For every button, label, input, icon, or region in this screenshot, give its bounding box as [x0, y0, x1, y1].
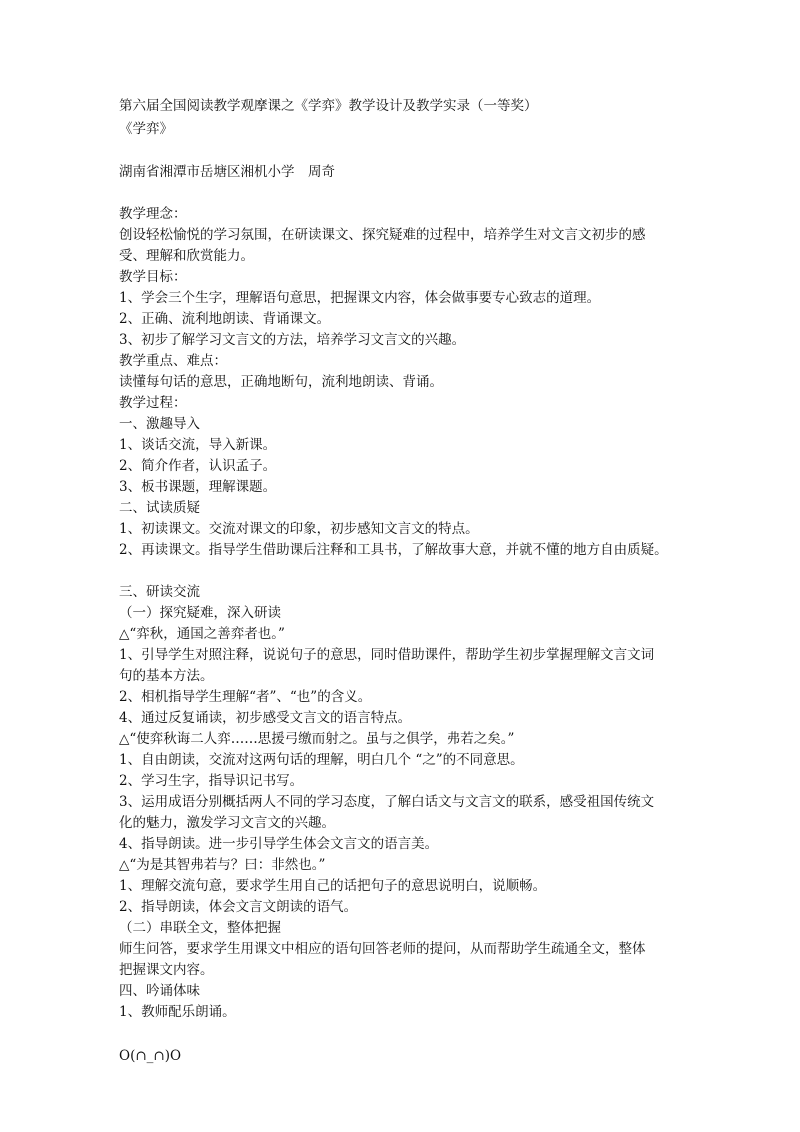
body-line: 1、谈话交流，导入新课。	[119, 437, 277, 453]
section-heading: 教学目标：	[119, 269, 187, 285]
body-line: 1、引导学生对照注释，说说句子的意思，同时借助课件，帮助学生初步掌握理解文言文词	[119, 647, 655, 663]
body-line: 1、初读课文。交流对课文的印象，初步感知文言文的特点。	[119, 521, 479, 537]
body-line: 1、理解交流句意，要求学生用自己的话把句子的意思说明白，说顺畅。	[119, 878, 547, 894]
body-line: 4、指导朗读。进一步引导学生体会文言文的语言美。	[119, 836, 439, 852]
body-line: 2、指导朗读，体会文言文朗读的语气。	[119, 899, 358, 915]
footer-emoticon: O(∩_∩)O	[119, 1048, 182, 1064]
body-line: 句的基本方法。	[119, 668, 214, 684]
section-heading: 教学过程：	[119, 395, 187, 411]
section-heading: 教学重点、难点：	[119, 353, 227, 369]
body-line: 3、初步了解学习文言文的方法，培养学习文言文的兴趣。	[119, 332, 466, 348]
body-line: 2、学习生字，指导识记书写。	[119, 773, 304, 789]
body-line: 2、简介作者，认识孟子。	[119, 458, 277, 474]
body-line: 1、学会三个生字，理解语句意思，把握课文内容，体会做事要专心致志的道理。	[119, 290, 601, 306]
subsection-heading: （一）探究疑难，深入研读	[119, 605, 281, 621]
quote-line: △“使弈秋诲二人弈……思援弓缴而射之。虽与之俱学，弗若之矣。”	[119, 731, 515, 747]
body-line: 1、自由朗读，交流对这两句话的理解，明白几个 “之”的不同意思。	[119, 752, 524, 768]
step-heading: 一、激趣导入	[119, 416, 200, 432]
body-line: 受、理解和欣赏能力。	[119, 248, 254, 264]
subsection-heading: （二）串联全文，整体把握	[119, 920, 281, 936]
quote-line: △“弈秋，通国之善弈者也。”	[119, 626, 285, 642]
body-line: 2、正确、流利地朗读、背诵课文。	[119, 311, 331, 327]
step-heading: 四、吟诵体味	[119, 983, 200, 999]
body-line: 1、教师配乐朗诵。	[119, 1004, 236, 1020]
step-heading: 三、研读交流	[119, 584, 200, 600]
section-heading: 教学理念：	[119, 206, 187, 222]
body-line: 化的魅力，激发学习文言文的兴趣。	[119, 815, 335, 831]
step-heading: 二、试读质疑	[119, 500, 200, 516]
document-subtitle: 《学弈》	[119, 121, 173, 137]
author-line: 湖南省湘潭市岳塘区湘机小学 周奇	[119, 164, 335, 180]
body-line: 3、运用成语分别概括两人不同的学习态度，了解白话文与文言文的联系，感受祖国传统文	[119, 794, 655, 810]
body-line: 创设轻松愉悦的学习氛围，在研读课文、探究疑难的过程中，培养学生对文言文初步的感	[119, 227, 646, 243]
body-line: 2、再读课文。指导学生借助课后注释和工具书，了解故事大意，并就不懂的地方自由质疑。	[119, 542, 668, 558]
body-line: 读懂每句话的意思，正确地断句，流利地朗读、背诵。	[119, 374, 443, 390]
body-line: 2、相机指导学生理解“者”、“也”的含义。	[119, 689, 372, 705]
body-line: 3、板书课题，理解课题。	[119, 479, 277, 495]
body-line: 师生问答，要求学生用课文中相应的语句回答老师的提问，从而帮助学生疏通全文，整体	[119, 941, 646, 957]
document-title: 第六届全国阅读教学观摩课之《学弈》教学设计及教学实录（一等奖）	[119, 98, 538, 114]
body-line: 把握课文内容。	[119, 962, 214, 978]
quote-line: △“为是其智弗若与？曰：非然也。”	[119, 857, 326, 873]
body-line: 4、通过反复诵读，初步感受文言文的语言特点。	[119, 710, 412, 726]
